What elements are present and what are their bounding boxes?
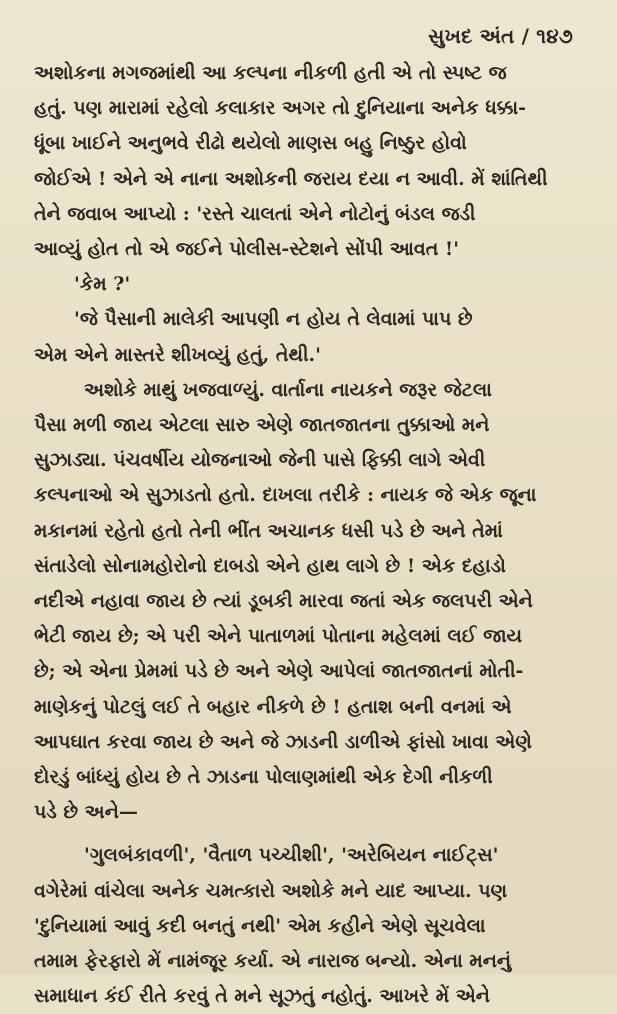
text-line: દોરડું બાંધ્યું હોય છે તે ઝાડના પોલાણમાંથી એક દેગી નીકળી: [34, 766, 493, 789]
text-line: ભેટી જાય છે; એ પરી એને પાતાળમાં પોતાના મહેલમાં લઈ જાય: [34, 625, 523, 648]
text-line: પૈસા મળી જાય એટલા સારુ એણે જાતજાતના તુક્કાઓ મને: [34, 414, 490, 437]
text-line: તેને જવાબ આપ્યો : 'રસ્તે ચાલતાં એને નોટોનું બંડલ જડી: [34, 202, 476, 225]
text-line: પડે છે અને—: [34, 801, 138, 824]
text-line: છે; એ એના પ્રેમમાં પડે છે અને એણે આપેલાં જાતજાતનાં મોતી-: [34, 660, 524, 683]
text-line: એમ એને માસ્તરે શીખવ્યું હતું, તેથી.': [34, 343, 321, 366]
text-line: તમામ ફેરફારો મેં નામંજૂર કર્યા. એ નારાજ બન્યો. એના મનનું: [34, 950, 512, 973]
text-line: 'કેમ ?': [74, 273, 131, 296]
text-line: માણેકનું પોટલું લઈ તે બહાર નીકળે છે ! હતાશ બની વનમાં એ: [34, 695, 512, 718]
page-body: [34, 56, 587, 1014]
text-line: હતું. પણ મારામાં રહેલો કલાકાર અગર તો દુનિયાના અનેક ધક્કા-: [34, 97, 527, 120]
text-line: વગેરેમાં વાંચેલા અનેક ચમત્કારો અશોકે મને યાદ આપ્યા. પણ: [34, 879, 508, 902]
text-line: અશોકે માથું ખજવાળ્યું. વાર્તાના નાયકને જરૂર જેટલા: [84, 378, 492, 401]
text-line: કલ્પનાઓ એ સુઝાડતો હતો. દાખલા તરીકે : નાયક જે એક જૂના: [34, 484, 537, 507]
text-line: 'ગુલબંકાવળી', 'વૈતાળ પચ્ચીશી', 'અરેબિયન નાઈટ્સ': [84, 844, 499, 867]
text-line: આપઘાત કરવા જાય છે અને જે ઝાડની ડાળીએ ફાંસો ખાવા એણે: [34, 730, 532, 753]
text-line: ધૂંબા ખાઈને અનુભવે રીઢો થયેલો માણસ બહુ નિષ્ઠુર હોવો: [34, 132, 467, 155]
text-line: 'જે પૈસાની માલેકી આપણી ન હોય તે લેવામાં પાપ છે: [74, 308, 473, 331]
running-header: સુખદ અંત / ૧૪૭: [428, 24, 573, 48]
text-line: 'દુનિયામાં આવું કદી બનતું નથી' એમ કહીને એણે સૂચવેલા: [34, 914, 486, 937]
text-line: સમાધાન કંઈ રીતે કરવું તે મને સૂઝતું નહોતું. આખરે મેં એને: [34, 985, 490, 1008]
text-line: જોઈએ ! એને એ નાના અશોકની જરાય દયા ન આવી. મેં શાંતિથી: [34, 167, 548, 190]
text-line: મકાનમાં રહેતો હતો તેની ભીંત અચાનક ધસી પડે છે અને તેમાં: [34, 519, 503, 542]
text-line: આવ્યું હોત તો એ જઈને પોલીસ-સ્ટેશને સોંપી આવત !': [34, 238, 460, 261]
paragraph-spacer: [34, 830, 587, 838]
text-line: સુઝાડ્યા. પંચવર્ષીય યોજનાઓ જેની પાસે ફિક્કી લાગે એવી: [34, 449, 486, 472]
text-line: નદીએ નહાવા જાય છે ત્યાં ડૂબકી મારવા જતાં એક જલપરી એને: [34, 590, 533, 613]
text-line: સંતાડેલો સોનામહોરોનો દાબડો એને હાથ લાગે છે ! એક દહાડો: [34, 554, 506, 577]
text-line: અશોકના મગજમાંથી આ કલ્પના નીકળી હતી એ તો સ્પષ્ટ જ: [34, 62, 507, 84]
